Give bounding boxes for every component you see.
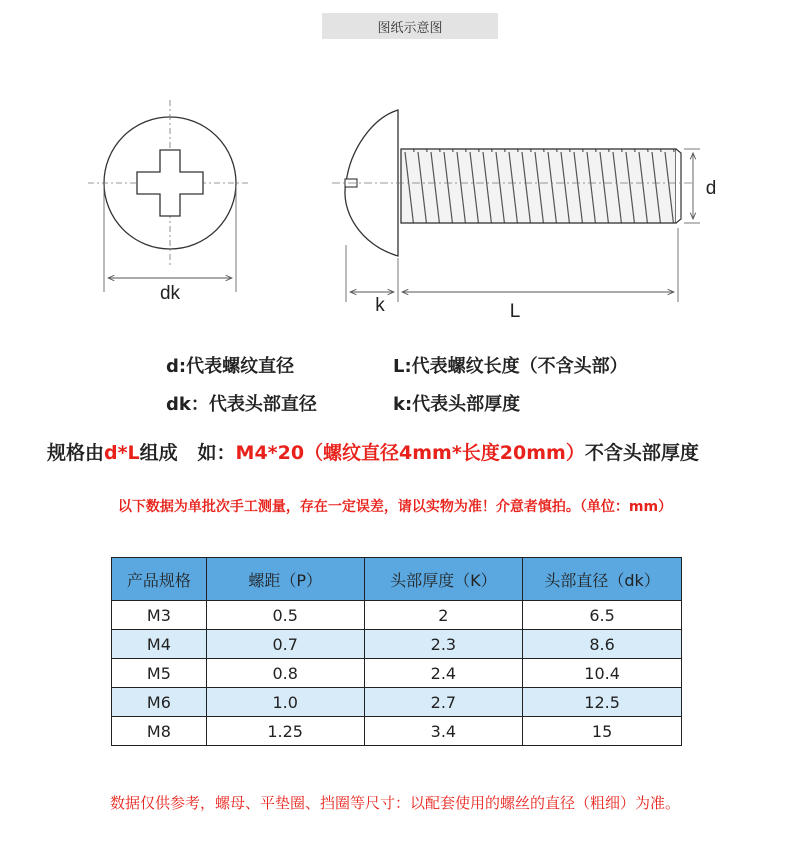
legend-L: L:代表螺纹长度（不含头部） xyxy=(393,356,628,377)
table-row xyxy=(112,659,682,688)
table-row xyxy=(112,688,682,717)
cell-head-diameter: 6.5 xyxy=(523,601,682,630)
cell-pitch: 0.7 xyxy=(206,630,364,659)
screw-diagram xyxy=(0,0,790,340)
cell-head-thickness: 2.7 xyxy=(364,688,523,717)
screw-side-view xyxy=(332,110,700,302)
label-dk: dk xyxy=(159,283,181,304)
legend-dk: dk：代表头部直径 xyxy=(166,394,317,415)
footer-note: 数据仅供参考，螺母、平垫圈、挡圈等尺寸：以配套使用的螺丝的直径（粗细）为准。 xyxy=(109,794,680,812)
cell-head-diameter: 12.5 xyxy=(523,688,682,717)
header-head-thickness: 头部厚度（K） xyxy=(364,558,523,601)
cell-head-thickness: 3.4 xyxy=(364,717,523,746)
spec-table xyxy=(111,557,682,746)
drawing-title: 图纸示意图 xyxy=(322,13,498,39)
screw-head-front-view xyxy=(88,100,250,292)
cell-head-thickness: 2.4 xyxy=(364,659,523,688)
table-row xyxy=(112,630,682,659)
cell-pitch: 1.25 xyxy=(206,717,364,746)
cell-spec: M6 xyxy=(112,688,207,717)
cell-spec: M8 xyxy=(112,717,207,746)
cell-spec: M5 xyxy=(112,659,207,688)
cell-head-thickness: 2.3 xyxy=(364,630,523,659)
spec-prefix: 规格由 xyxy=(47,442,105,464)
measurement-notice: 以下数据为单批次手工测量，存在一定误差，请以实物为准！介意者慎拍。（单位：mm） xyxy=(117,499,673,515)
spec-formula: d*L xyxy=(104,442,140,464)
header-head-diameter: 头部直径（dk） xyxy=(523,558,682,601)
label-L: L xyxy=(509,301,521,322)
spec-suffix: 组成 如： xyxy=(139,442,236,464)
label-d: d xyxy=(705,178,717,199)
cell-head-thickness: 2 xyxy=(364,601,523,630)
cell-pitch: 0.5 xyxy=(206,601,364,630)
cell-head-diameter: 8.6 xyxy=(523,630,682,659)
cell-head-diameter: 10.4 xyxy=(523,659,682,688)
cell-pitch: 1.0 xyxy=(206,688,364,717)
spec-example: M4*20（螺纹直径4mm*长度20mm） xyxy=(235,442,585,464)
legend-k: k:代表头部厚度 xyxy=(393,394,521,415)
legend-d: d:代表螺纹直径 xyxy=(166,356,295,377)
spec-format-line xyxy=(47,438,699,465)
cell-spec: M4 xyxy=(112,630,207,659)
header-pitch: 螺距（P） xyxy=(206,558,364,601)
thread-body xyxy=(401,149,676,223)
cell-pitch: 0.8 xyxy=(206,659,364,688)
table-row xyxy=(112,601,682,630)
cell-spec: M3 xyxy=(112,601,207,630)
label-k: k xyxy=(375,295,385,316)
table-row xyxy=(112,717,682,746)
spec-tail: 不含头部厚度 xyxy=(584,442,699,464)
header-spec: 产品规格 xyxy=(112,558,207,601)
cell-head-diameter: 15 xyxy=(523,717,682,746)
table-header-row xyxy=(112,558,682,601)
